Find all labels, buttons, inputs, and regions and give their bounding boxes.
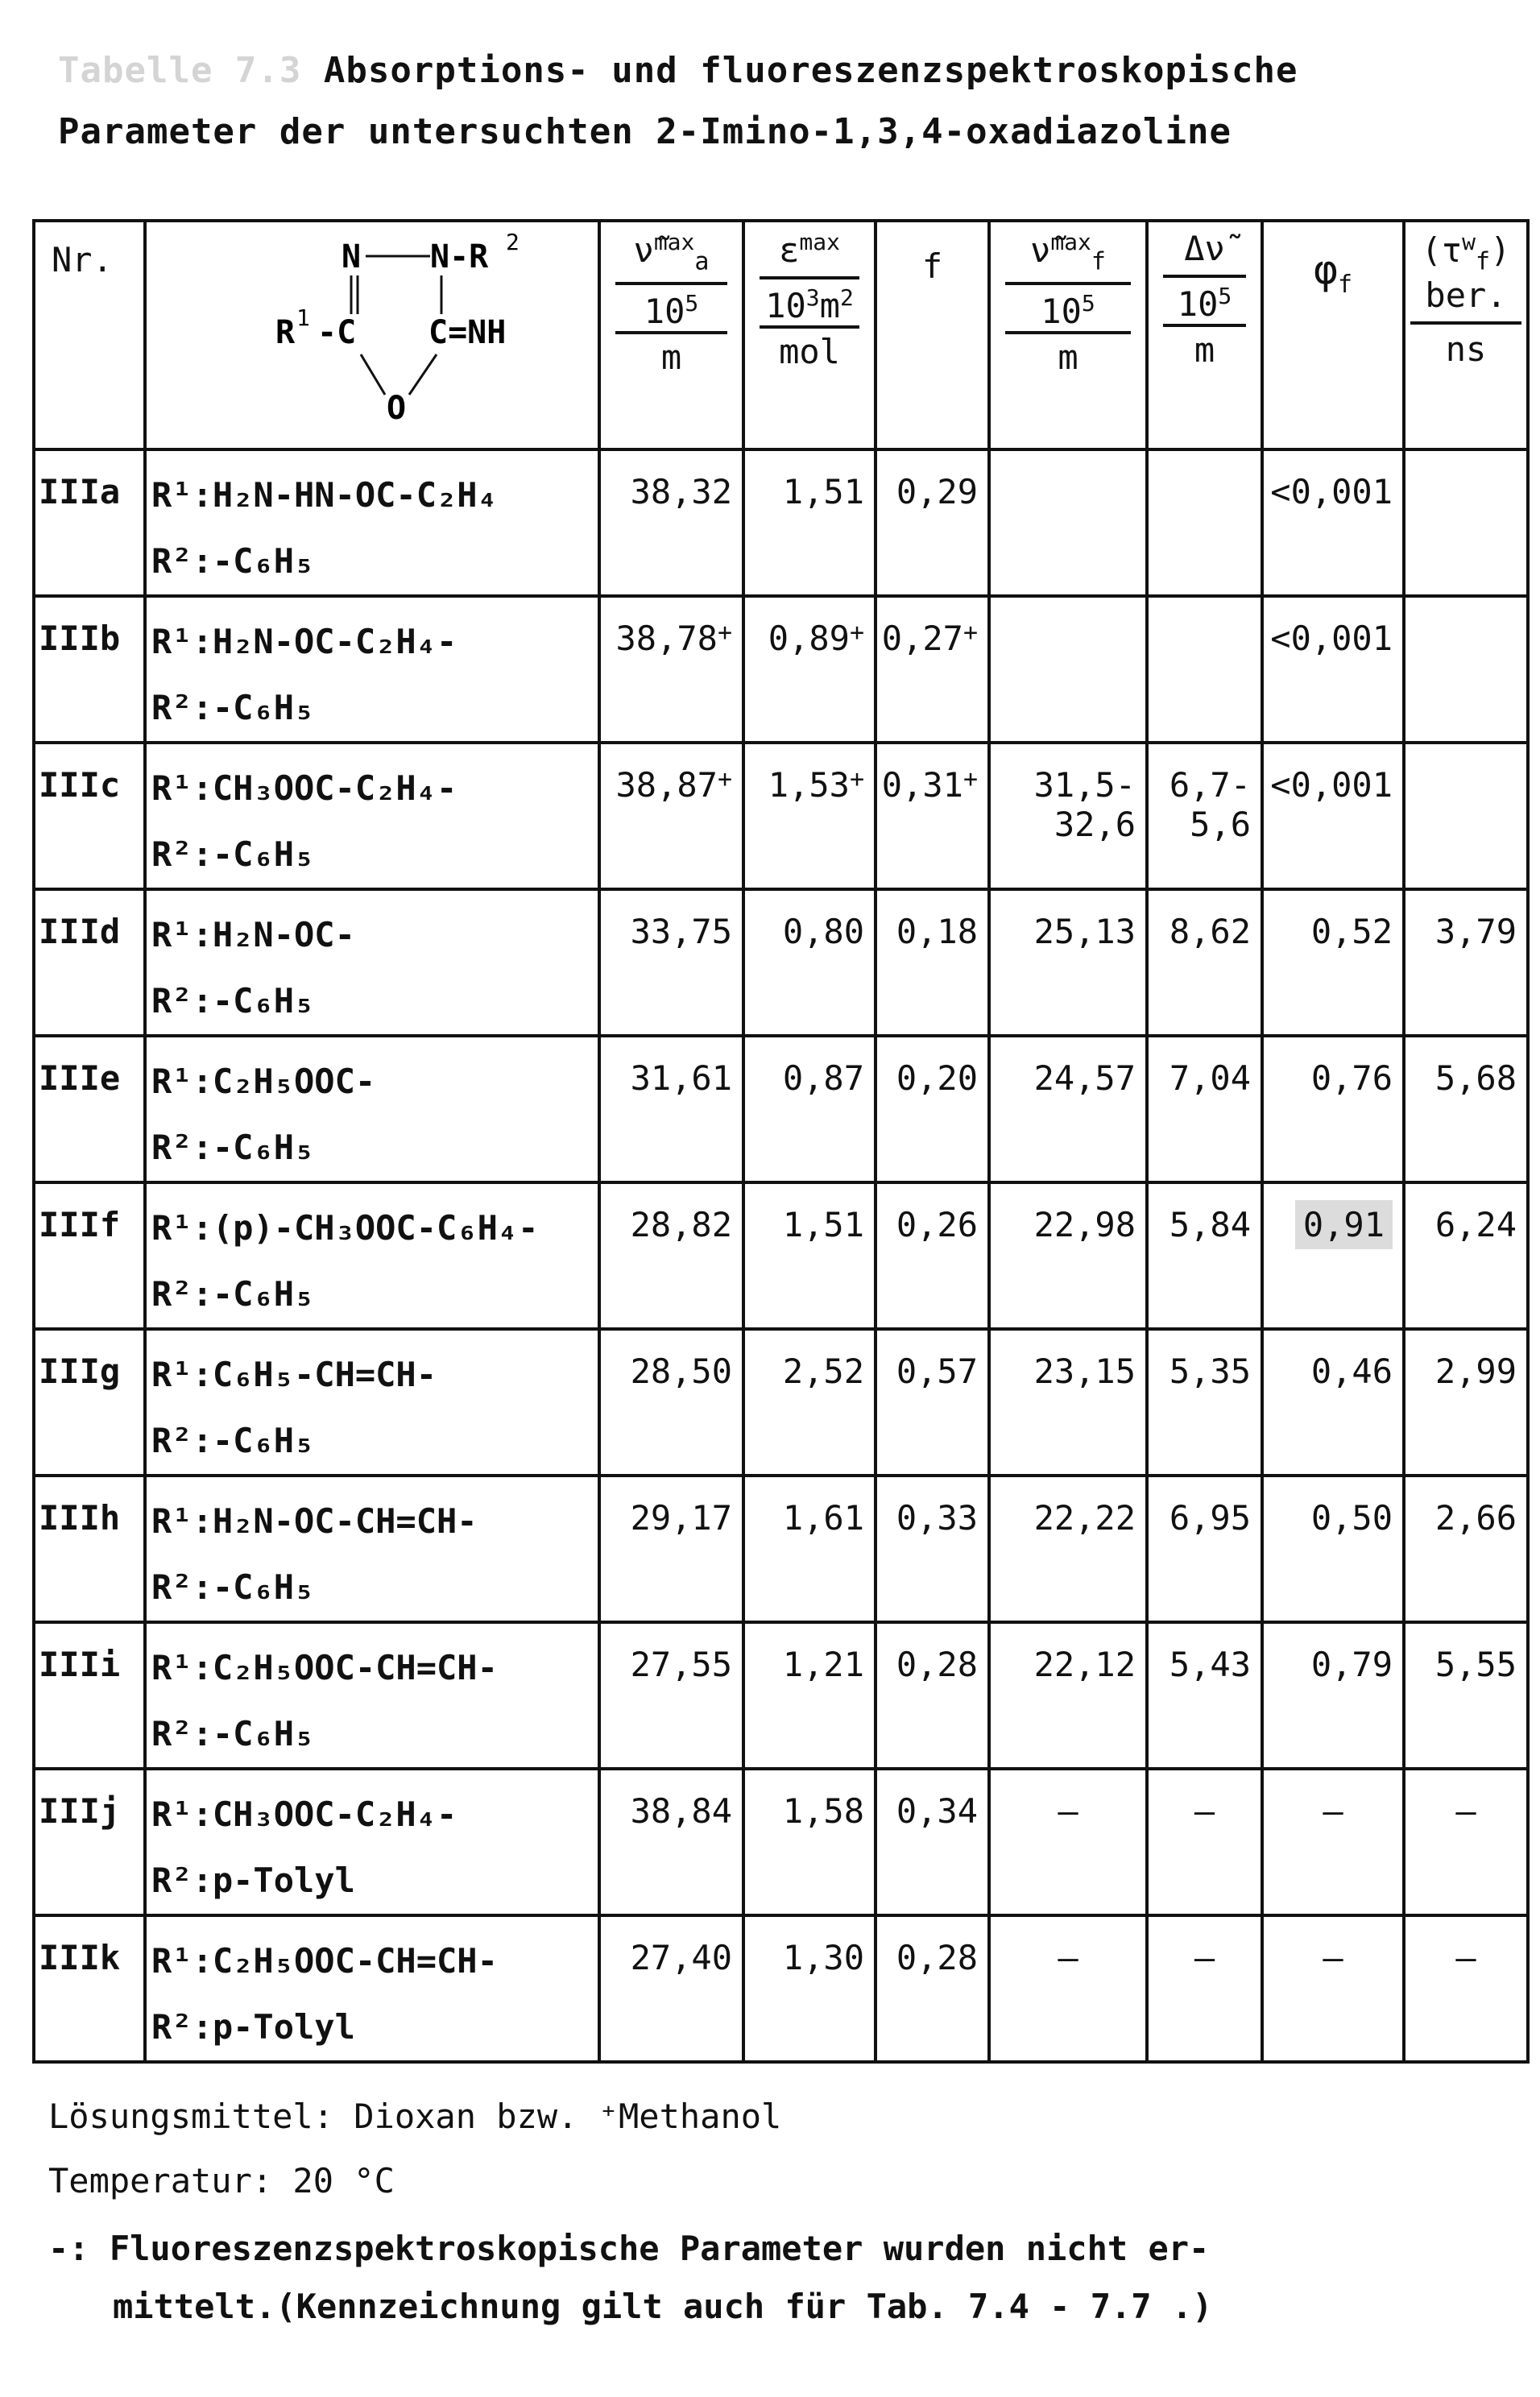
- nu-f-cell-value: 22,22: [1033, 1498, 1136, 1538]
- oxadiazoline-structure: [147, 222, 598, 440]
- tau-unit: ns: [1445, 329, 1487, 370]
- nu-a-cell-value: 38,78: [615, 619, 718, 658]
- substituents: [145, 1036, 599, 1182]
- phi-value: 0,76: [1310, 1058, 1393, 1098]
- tau-cell: 2,66: [1404, 1476, 1528, 1622]
- nu-a-den-num: 10: [644, 292, 685, 332]
- tau-cell: 2,99: [1404, 1329, 1528, 1476]
- substituents: [145, 449, 599, 596]
- header-nu-a: [599, 221, 743, 449]
- nu-f-symbol: ν̃: [1030, 230, 1051, 270]
- caption-label: Tabelle 7.3: [58, 50, 302, 91]
- nu-a-cell: [599, 1769, 743, 1915]
- caption-title-2: Parameter der untersuchten 2-Imino-1,3,4-oxadiazoline: [58, 111, 1232, 152]
- eps-den-unit-sup: 2: [839, 284, 854, 311]
- phi-value: <0,001: [1270, 472, 1393, 511]
- row-id: IIIe: [34, 1036, 145, 1182]
- substituent-r1: R¹:H₂N-HN-OC-C₂H₄: [151, 475, 498, 515]
- nu-a-den-unit: m: [615, 331, 727, 383]
- substituent-r1: R¹:H₂N-OC-C₂H₄-: [151, 622, 457, 661]
- f-cell: [876, 449, 989, 596]
- substituent-r2: R²:-C₆H₅: [151, 541, 315, 581]
- nu-a-cell: [599, 1915, 743, 2062]
- delta-nu-cell-value: 5,35: [1169, 1352, 1251, 1391]
- structure-n-left: N: [342, 238, 362, 275]
- structure-r1: R: [275, 314, 296, 351]
- eps-cell-value: 1,51: [782, 472, 864, 511]
- eps-cell: [743, 1622, 876, 1769]
- tau-cell: –: [1404, 1769, 1528, 1915]
- substituent-r2: R²:-C₆H₅: [151, 688, 315, 727]
- phi-value: 0,52: [1310, 912, 1393, 951]
- delta-nu-den-num: 10: [1177, 284, 1219, 324]
- eps-cell: [743, 1476, 876, 1622]
- row-id: IIIj: [34, 1769, 145, 1915]
- substituent-r1: R¹:H₂N-OC-CH=CH-: [151, 1501, 478, 1541]
- eps-cell-value: 1,21: [782, 1645, 864, 1684]
- nu-a-sub: a: [694, 247, 710, 276]
- substituents: [145, 1769, 599, 1915]
- f-cell: [876, 1036, 989, 1182]
- substituent-r2: R²:-C₆H₅: [151, 1274, 315, 1314]
- eps-cell: [743, 743, 876, 889]
- table-body: [34, 449, 1528, 2062]
- nu-f-cell: [989, 449, 1147, 596]
- eps-cell-methanol-mark: +: [849, 765, 864, 793]
- row-id: IIIb: [34, 596, 145, 743]
- nu-f-cell: [989, 1036, 1147, 1182]
- substituent-r2: R²:p-Tolyl: [151, 1861, 355, 1900]
- f-cell: [876, 1476, 989, 1622]
- delta-nu-cell-value: –: [1194, 1938, 1215, 1977]
- eps-cell-value: 0,89: [768, 619, 850, 658]
- delta-nu-cell: [1147, 889, 1262, 1036]
- f-cell-value: 0,18: [896, 912, 978, 951]
- nu-f-cell: [989, 1769, 1147, 1915]
- table-row: [34, 889, 1528, 1036]
- substituent-r2: R²:-C₆H₅: [151, 834, 315, 874]
- structure-c-left: -C: [317, 314, 357, 351]
- nu-f-cell-value: 22,98: [1033, 1205, 1136, 1244]
- eps-den-num: 10: [765, 286, 806, 325]
- f-cell-value: 0,31: [881, 765, 963, 805]
- nu-a-cell-value: 28,82: [630, 1205, 732, 1244]
- nu-a-cell-value: 31,61: [630, 1058, 732, 1098]
- tau-label: ber.: [1410, 275, 1521, 325]
- delta-nu-cell: [1147, 1182, 1262, 1329]
- eps-cell-value: 2,52: [782, 1352, 864, 1391]
- substituent-r1: R¹:(p)-CH₃OOC-C₆H₄-: [151, 1208, 539, 1248]
- nu-a-cell-methanol-mark: +: [717, 619, 732, 647]
- footnote-dash-2: mittelt.(Kennzeichnung gilt auch für Tab. 7.4 - 7.7 .): [113, 2287, 1213, 2326]
- substituent-r2: R²:-C₆H₅: [151, 1421, 315, 1460]
- nu-a-sup: max: [653, 229, 695, 255]
- eps-cell: [743, 889, 876, 1036]
- parameter-table: [32, 219, 1530, 2064]
- substituents: [145, 889, 599, 1036]
- nu-a-cell-methanol-mark: +: [717, 765, 732, 793]
- nu-f-cell: [989, 596, 1147, 743]
- row-id: IIIk: [34, 1915, 145, 2062]
- structure-c-right: C=NH: [428, 314, 507, 351]
- phi-value: 0,79: [1310, 1645, 1393, 1684]
- nu-f-cell: [989, 1915, 1147, 2062]
- substituent-r1: R¹:C₆H₅-CH=CH-: [151, 1355, 437, 1394]
- f-cell-value: 0,57: [896, 1352, 978, 1391]
- nu-a-cell-value: 38,87: [615, 765, 718, 805]
- eps-sup: max: [799, 229, 840, 255]
- header-nu-f: [989, 221, 1147, 449]
- f-cell-value: 0,26: [896, 1205, 978, 1244]
- tau-symbol: (τ: [1421, 230, 1463, 270]
- eps-cell-value: 1,51: [782, 1205, 864, 1244]
- table-row: [34, 449, 1528, 596]
- eps-cell: [743, 1329, 876, 1476]
- f-cell-methanol-mark: +: [962, 619, 978, 647]
- table-row: [34, 596, 1528, 743]
- delta-nu-cell: [1147, 1476, 1262, 1622]
- substituent-r2: R²:p-Tolyl: [151, 2007, 355, 2047]
- f-cell-value: 0,29: [896, 472, 978, 511]
- nu-a-cell: [599, 1622, 743, 1769]
- delta-nu-symbol: Δν̃: [1163, 229, 1246, 278]
- delta-nu-cell-value: 6,95: [1169, 1498, 1251, 1538]
- phi-cell: [1262, 596, 1404, 743]
- f-cell: [876, 1622, 989, 1769]
- substituents: [145, 743, 599, 889]
- nu-a-cell: [599, 1036, 743, 1182]
- delta-nu-cell: [1147, 1769, 1262, 1915]
- substituents: [145, 1622, 599, 1769]
- delta-nu-cell: [1147, 1036, 1262, 1182]
- footnote-temperature: Temperatur: 20 °C: [48, 2161, 395, 2200]
- phi-cell: [1262, 1476, 1404, 1622]
- f-cell: [876, 743, 989, 889]
- substituent-r2: R²:-C₆H₅: [151, 1567, 315, 1607]
- eps-cell-value: 1,58: [782, 1791, 864, 1831]
- eps-cell: [743, 1769, 876, 1915]
- eps-den-bottom: mol: [760, 325, 859, 378]
- phi-value: 0,50: [1310, 1498, 1393, 1538]
- phi-cell: [1262, 1036, 1404, 1182]
- f-cell: [876, 889, 989, 1036]
- delta-nu-cell: [1147, 1329, 1262, 1476]
- f-cell-methanol-mark: +: [962, 765, 978, 793]
- nu-a-cell-value: 38,84: [630, 1791, 732, 1831]
- phi-cell: [1262, 889, 1404, 1036]
- nu-a-cell: [599, 1182, 743, 1329]
- f-cell-value: 0,33: [896, 1498, 978, 1538]
- nu-f-cell-value-2: 32,6: [1054, 805, 1136, 844]
- substituents: [145, 596, 599, 743]
- tau-cell: [1404, 596, 1528, 743]
- caption-title-1: Absorptions- und fluoreszenzspektroskopische: [323, 50, 1298, 91]
- table-row: [34, 1036, 1528, 1182]
- delta-nu-cell: [1147, 743, 1262, 889]
- substituents: [145, 1329, 599, 1476]
- substituent-r1: R¹:C₂H₅OOC-CH=CH-: [151, 1941, 498, 1981]
- f-cell-value: 0,27: [881, 619, 963, 658]
- tau-close: ): [1490, 230, 1511, 270]
- f-cell-value: 0,28: [896, 1938, 978, 1977]
- delta-nu-cell-value: –: [1194, 1791, 1215, 1831]
- nu-f-cell-value: 24,57: [1033, 1058, 1136, 1098]
- row-id: IIIi: [34, 1622, 145, 1769]
- substituent-r1: R¹:C₂H₅OOC-CH=CH-: [151, 1648, 498, 1687]
- substituent-r1: R¹:H₂N-OC-: [151, 915, 355, 954]
- nu-a-cell-value: 27,40: [630, 1938, 732, 1977]
- nu-f-cell-value: 23,15: [1033, 1352, 1136, 1391]
- f-cell: [876, 1769, 989, 1915]
- nu-f-den-unit: m: [1005, 331, 1131, 383]
- header-phi: [1262, 221, 1404, 449]
- nu-a-den-sup: 5: [685, 290, 699, 317]
- nu-a-cell: [599, 1329, 743, 1476]
- nu-a-cell: [599, 596, 743, 743]
- phi-symbol: φ: [1313, 246, 1339, 293]
- tau-cell: 5,68: [1404, 1036, 1528, 1182]
- nu-a-cell-value: 27,55: [630, 1645, 732, 1684]
- phi-cell: [1262, 1182, 1404, 1329]
- phi-cell: [1262, 1622, 1404, 1769]
- nu-a-cell: [599, 743, 743, 889]
- phi-cell: [1262, 1329, 1404, 1476]
- row-id: IIIa: [34, 449, 145, 596]
- header-tau: [1404, 221, 1528, 449]
- substituents: [145, 1476, 599, 1622]
- nu-f-cell: [989, 1622, 1147, 1769]
- f-cell-value: 0,34: [896, 1791, 978, 1831]
- nu-a-cell: [599, 889, 743, 1036]
- table-row: [34, 1622, 1528, 1769]
- f-cell: [876, 1915, 989, 2062]
- delta-nu-cell-value: 8,62: [1169, 912, 1251, 951]
- delta-nu-cell-value: 7,04: [1169, 1058, 1251, 1098]
- f-cell-value: 0,20: [896, 1058, 978, 1098]
- f-cell-value: 0,28: [896, 1645, 978, 1684]
- eps-symbol: ε: [779, 230, 800, 270]
- delta-nu-cell: [1147, 449, 1262, 596]
- substituents: [145, 1915, 599, 2062]
- eps-cell: [743, 596, 876, 743]
- nu-f-cell-value: 25,13: [1033, 912, 1136, 951]
- eps-cell: [743, 1915, 876, 2062]
- structure-n-right: N-R: [430, 238, 489, 275]
- f-cell: [876, 596, 989, 743]
- nu-f-cell: [989, 1182, 1147, 1329]
- delta-nu-den-sup: 5: [1218, 283, 1232, 309]
- eps-den-unit: m: [819, 286, 840, 325]
- nu-a-cell: [599, 449, 743, 596]
- nu-a-cell-value: 28,50: [630, 1352, 732, 1391]
- row-id: IIId: [34, 889, 145, 1036]
- tau-cell: 5,55: [1404, 1622, 1528, 1769]
- eps-cell-value: 1,30: [782, 1938, 864, 1977]
- phi-cell: [1262, 1915, 1404, 2062]
- eps-cell-value: 0,87: [782, 1058, 864, 1098]
- caption-line-1: [58, 40, 1298, 101]
- nu-f-den-num: 10: [1041, 292, 1082, 332]
- nu-f-cell-value: –: [1058, 1938, 1078, 1977]
- phi-value: <0,001: [1270, 765, 1393, 805]
- nu-f-cell: [989, 743, 1147, 889]
- nu-f-cell-value: –: [1058, 1791, 1078, 1831]
- header-eps: [743, 221, 876, 449]
- row-id: IIIg: [34, 1329, 145, 1476]
- nu-f-cell: [989, 889, 1147, 1036]
- structure-o: O: [387, 390, 407, 427]
- eps-cell-value: 1,53: [768, 765, 850, 805]
- eps-cell: [743, 1182, 876, 1329]
- substituent-r1: R¹:C₂H₅OOC-: [151, 1062, 376, 1101]
- footnote-dash-1: -: Fluoreszenzspektroskopische Parameter wurden nicht er-: [48, 2229, 1210, 2268]
- table-row: [34, 1769, 1528, 1915]
- row-id: IIIh: [34, 1476, 145, 1622]
- nu-f-cell-value: 31,5-: [1033, 765, 1136, 805]
- table-row: [34, 1476, 1528, 1622]
- header-nr: Nr.: [34, 221, 145, 449]
- phi-value: –: [1323, 1791, 1343, 1831]
- phi-value: 0,46: [1310, 1352, 1393, 1391]
- table-caption: [58, 40, 1298, 163]
- substituents: [145, 1182, 599, 1329]
- phi-cell: [1262, 1769, 1404, 1915]
- phi-sub: f: [1338, 271, 1353, 299]
- delta-nu-cell-value: 5,43: [1169, 1645, 1251, 1684]
- nu-f-cell-value: 22,12: [1033, 1645, 1136, 1684]
- eps-cell-value: 1,61: [782, 1498, 864, 1538]
- eps-cell: [743, 1036, 876, 1182]
- substituent-r2: R²:-C₆H₅: [151, 1128, 315, 1167]
- eps-cell-methanol-mark: +: [849, 619, 864, 647]
- delta-nu-cell-value: 5,84: [1169, 1205, 1251, 1244]
- tau-sub: f: [1476, 247, 1491, 276]
- row-id: IIIc: [34, 743, 145, 889]
- nu-f-den-sup: 5: [1081, 290, 1095, 317]
- nu-a-cell-value: 38,32: [630, 472, 732, 511]
- tau-cell: [1404, 743, 1528, 889]
- phi-value: <0,001: [1270, 619, 1393, 658]
- tau-sup: w: [1462, 229, 1476, 255]
- structure-r2-sup: 2: [506, 229, 520, 255]
- header-f: f: [876, 221, 989, 449]
- tau-cell: 3,79: [1404, 889, 1528, 1036]
- substituent-r1: R¹:CH₃OOC-C₂H₄-: [151, 1795, 457, 1834]
- structure-r1-sup: 1: [296, 304, 310, 331]
- tau-cell: –: [1404, 1915, 1528, 2062]
- table-row: [34, 743, 1528, 889]
- table-row: [34, 1915, 1528, 2062]
- nu-f-cell: [989, 1329, 1147, 1476]
- footnote-solvent: Lösungsmittel: Dioxan bzw. ⁺Methanol: [48, 2097, 782, 2136]
- row-id: IIIf: [34, 1182, 145, 1329]
- header-structure: [145, 221, 599, 449]
- tau-cell: 6,24: [1404, 1182, 1528, 1329]
- substituent-r1: R¹:CH₃OOC-C₂H₄-: [151, 768, 457, 808]
- phi-value: –: [1323, 1938, 1343, 1977]
- nu-a-cell: [599, 1476, 743, 1622]
- table-row: [34, 1182, 1528, 1329]
- f-cell: [876, 1182, 989, 1329]
- delta-nu-cell: [1147, 596, 1262, 743]
- nu-f-cell: [989, 1476, 1147, 1622]
- eps-cell-value: 0,80: [782, 912, 864, 951]
- tau-cell: [1404, 449, 1528, 596]
- nu-a-symbol: ν̃: [633, 230, 654, 270]
- phi-value: 0,91: [1295, 1200, 1393, 1249]
- header-delta-nu: [1147, 221, 1262, 449]
- delta-nu-cell-value-2: 5,6: [1190, 805, 1251, 844]
- nu-a-cell-value: 33,75: [630, 912, 732, 951]
- delta-nu-den-unit: m: [1163, 324, 1246, 376]
- nu-a-cell-value: 29,17: [630, 1498, 732, 1538]
- phi-cell: [1262, 743, 1404, 889]
- nu-f-sup: max: [1050, 229, 1091, 255]
- substituent-r2: R²:-C₆H₅: [151, 1714, 315, 1753]
- f-cell: [876, 1329, 989, 1476]
- substituent-r2: R²:-C₆H₅: [151, 981, 315, 1020]
- eps-cell: [743, 449, 876, 596]
- delta-nu-cell-value: 6,7-: [1169, 765, 1251, 805]
- delta-nu-cell: [1147, 1915, 1262, 2062]
- header-row: [34, 221, 1528, 449]
- table-row: [34, 1329, 1528, 1476]
- delta-nu-cell: [1147, 1622, 1262, 1769]
- nu-f-sub: f: [1091, 247, 1106, 276]
- phi-cell: [1262, 449, 1404, 596]
- eps-den-sup: 3: [805, 284, 820, 311]
